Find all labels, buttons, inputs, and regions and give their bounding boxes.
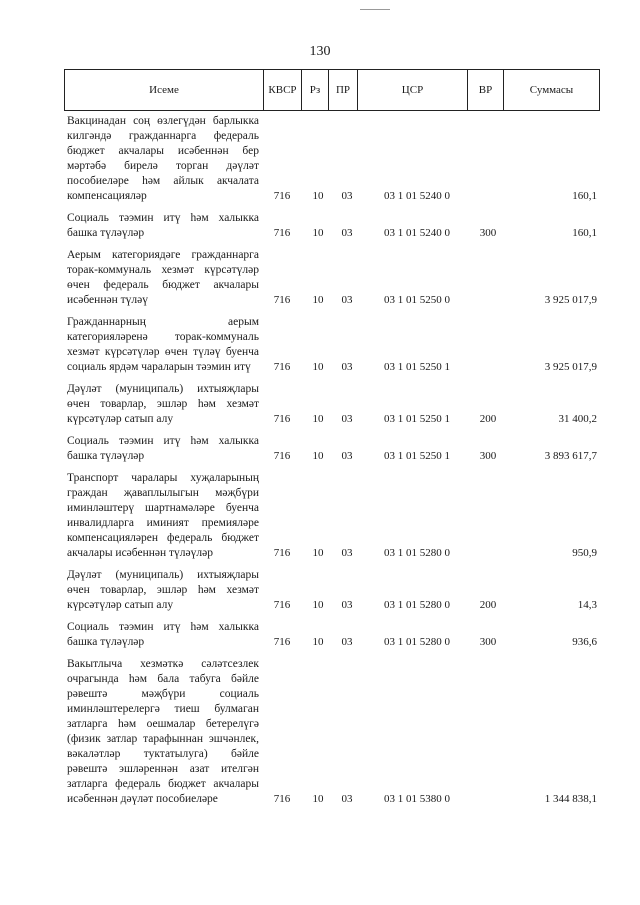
row-kvsr: 716 bbox=[273, 450, 291, 462]
row-name: Социаль тәэмин итү һәм халыкка башка түләүләр bbox=[67, 212, 259, 239]
row-csr: 03 1 01 5280 0 bbox=[384, 636, 450, 648]
row-sum: 14,3 bbox=[577, 599, 597, 611]
column-header-name: Исеме bbox=[149, 84, 179, 96]
table-row bbox=[67, 382, 597, 427]
row-kvsr: 716 bbox=[273, 636, 291, 648]
row-csr: 03 1 01 5250 1 bbox=[384, 450, 450, 462]
column-header-csr: ЦСР bbox=[357, 70, 467, 110]
table-row bbox=[67, 471, 597, 561]
row-kvsr: 716 bbox=[273, 547, 291, 559]
table-row bbox=[67, 248, 597, 308]
row-pr: 03 bbox=[341, 599, 353, 611]
row-sum: 3 893 617,7 bbox=[544, 450, 597, 462]
row-name: Вакцинадан соң өзлегүдән барлыкка килгәндә гражданнарга федераль бюджет акчалары исәбеннән бер мәртәбә бирелә торган дәүләт пособиеләре һәм айлык акчалата компенсацияләр bbox=[67, 115, 259, 202]
row-pr: 03 bbox=[341, 190, 353, 202]
row-pr: 03 bbox=[341, 793, 353, 805]
row-csr: 03 1 01 5250 1 bbox=[384, 413, 450, 425]
row-kvsr: 716 bbox=[273, 793, 291, 805]
row-sum: 3 925 017,9 bbox=[544, 294, 597, 306]
row-csr: 03 1 01 5380 0 bbox=[384, 793, 450, 805]
page-number: 130 bbox=[309, 44, 331, 59]
table-row bbox=[67, 620, 597, 650]
row-vr: 200 bbox=[479, 599, 497, 611]
row-name: Вакытлыча хезмәткә сәләтсезлек очрагында һәм бала табуга бәйле рәвештә мәҗбүри социаль иминләштерелергә тиеш булмаган затларга һәм оешмалар бетерелүгә (физик затлар тарафыннан эшчәнлек, вәкаләтләр туктатылуга) бәйле рәвештә эшләреннән азат ителгән затларга федераль бюджет акчалары исәбеннән дәүләт пособиеләре bbox=[67, 658, 259, 805]
table-row bbox=[67, 568, 597, 613]
table-row bbox=[67, 657, 597, 807]
row-sum: 3 925 017,9 bbox=[544, 361, 597, 373]
row-name: Социаль тәэмин итү һәм халыкка башка түләүләр bbox=[67, 435, 259, 462]
row-sum: 160,1 bbox=[572, 190, 597, 202]
table-row bbox=[67, 211, 597, 241]
row-rz: 10 bbox=[312, 190, 324, 202]
table-header bbox=[64, 69, 600, 111]
table-body bbox=[67, 114, 597, 814]
column-header-rz: Рз bbox=[301, 70, 328, 110]
row-name: Дәүләт (муниципаль) ихтыяҗлары өчен товарлар, эшләр һәм хезмәт күрсәтүләр сатып алу bbox=[67, 569, 259, 611]
top-rule bbox=[360, 9, 390, 10]
row-csr: 03 1 01 5250 0 bbox=[384, 294, 450, 306]
row-vr: 300 bbox=[479, 227, 497, 239]
row-name: Дәүләт (муниципаль) ихтыяҗлары өчен товарлар, эшләр һәм хезмәт күрсәтүләр сатып алу bbox=[67, 383, 259, 425]
row-vr: 200 bbox=[479, 413, 497, 425]
row-pr: 03 bbox=[341, 227, 353, 239]
row-pr: 03 bbox=[341, 547, 353, 559]
row-rz: 10 bbox=[312, 636, 324, 648]
row-vr: 300 bbox=[479, 450, 497, 462]
row-rz: 10 bbox=[312, 793, 324, 805]
row-sum: 936,6 bbox=[572, 636, 597, 648]
row-name: Аерым категориядәге гражданнарга торак-коммуналь хезмәт күрсәтүләр өчен федераль бюджет акчалары исәбеннән түләү bbox=[67, 249, 259, 306]
row-kvsr: 716 bbox=[273, 599, 291, 611]
table-row bbox=[67, 434, 597, 464]
row-csr: 03 1 01 5250 1 bbox=[384, 361, 450, 373]
row-vr: 300 bbox=[479, 636, 497, 648]
row-kvsr: 716 bbox=[273, 413, 291, 425]
row-rz: 10 bbox=[312, 547, 324, 559]
row-kvsr: 716 bbox=[273, 190, 291, 202]
column-header-vr: ВР bbox=[467, 70, 503, 110]
row-pr: 03 bbox=[341, 294, 353, 306]
row-rz: 10 bbox=[312, 413, 324, 425]
row-csr: 03 1 01 5240 0 bbox=[384, 227, 450, 239]
row-sum: 950,9 bbox=[572, 547, 597, 559]
row-kvsr: 716 bbox=[273, 294, 291, 306]
row-pr: 03 bbox=[341, 636, 353, 648]
row-kvsr: 716 bbox=[273, 361, 291, 373]
column-header-pr: ПР bbox=[328, 70, 357, 110]
row-csr: 03 1 01 5280 0 bbox=[384, 599, 450, 611]
row-sum: 31 400,2 bbox=[558, 413, 597, 425]
row-pr: 03 bbox=[341, 450, 353, 462]
table-row bbox=[67, 315, 597, 375]
row-csr: 03 1 01 5240 0 bbox=[384, 190, 450, 202]
row-name: Транспорт чаралары хуҗаларының граждан җаваплылыгын мәҗбүри иминләштерү шартнамәләре буенча инвалидларга иминият премияләре компенсацияләрен федераль бюджет акчалары исәбеннән түләүләр bbox=[67, 472, 259, 559]
row-pr: 03 bbox=[341, 361, 353, 373]
row-rz: 10 bbox=[312, 599, 324, 611]
row-pr: 03 bbox=[341, 413, 353, 425]
column-header-kvsr: КВСР bbox=[263, 70, 301, 110]
row-csr: 03 1 01 5280 0 bbox=[384, 547, 450, 559]
row-rz: 10 bbox=[312, 450, 324, 462]
column-header-sum: Суммасы bbox=[503, 70, 599, 110]
row-rz: 10 bbox=[312, 361, 324, 373]
row-sum: 160,1 bbox=[572, 227, 597, 239]
row-kvsr: 716 bbox=[273, 227, 291, 239]
row-name: Гражданнарның аерым категорияләренә торак-коммуналь хезмәт күрсәтүләр өчен түләү буенча социаль ярдәм чараларын тәэмин итү bbox=[67, 316, 259, 373]
row-sum: 1 344 838,1 bbox=[544, 793, 597, 805]
table-row bbox=[67, 114, 597, 204]
row-rz: 10 bbox=[312, 294, 324, 306]
row-name: Социаль тәэмин итү һәм халыкка башка түләүләр bbox=[67, 621, 259, 648]
row-rz: 10 bbox=[312, 227, 324, 239]
